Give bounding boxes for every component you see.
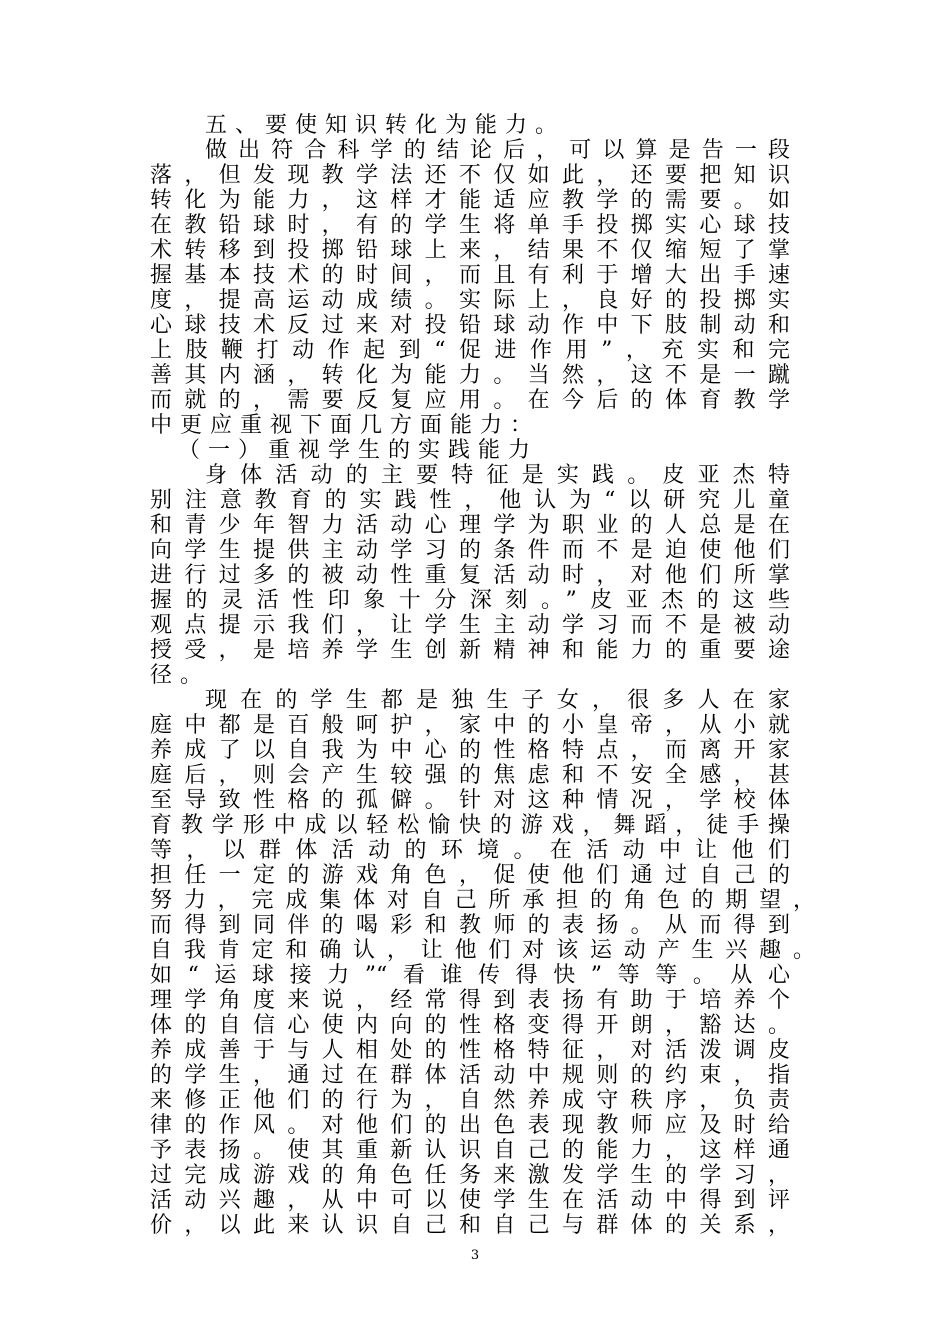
text-line: 来修正他们的行为，自然养成守秩序，负责 (150, 1088, 790, 1113)
text-line: 理学角度来说，经常得到表扬有助于培养个 (150, 988, 790, 1013)
text-line: 养成善于与人相处的性格特征，对活泼调皮 (150, 1038, 790, 1063)
text-line: 体的自信心使内向的性格变得开朗，豁达。 (150, 1013, 790, 1038)
text-line: 握基本技术的时间，而且有利于增大出手速 (150, 263, 790, 288)
text-line: 过完成游戏的角色任务来激发学生的学习， (150, 1163, 790, 1188)
text-line: 而得到同伴的喝彩和教师的表扬。从而得到 (150, 913, 790, 938)
text-line: 努力，完成集体对自己所承担的角色的期望， (150, 888, 815, 913)
text-line: 在教铅球时，有的学生将单手投掷实心球技 (150, 213, 790, 238)
text-line: 做出符合科学的结论后，可以算是告一段 (205, 138, 790, 163)
text-line: 别注意教育的实践性，他认为“以研究儿童 (150, 488, 790, 513)
subsection-heading: （一）重视学生的实践能力 (178, 438, 539, 463)
text-line: 善其内涵，转化为能力。当然，这不是一蹴 (150, 363, 790, 388)
page-number: 3 (470, 1248, 480, 1263)
section-heading: 五、要使知识转化为能力。 (205, 113, 566, 138)
text-line: 心球技术反过来对投铅球动作中下肢制动和 (150, 313, 790, 338)
text-line: 身体活动的主要特征是实践。皮亚杰特 (205, 463, 790, 488)
text-line: 至导致性格的孤僻。针对这种情况，学校体 (150, 788, 790, 813)
text-line: 落，但发现教学法还不仅如此，还要把知识 (150, 163, 790, 188)
text-line: 现在的学生都是独生子女，很多人在家 (205, 688, 790, 713)
text-line: 度，提高运动成绩。实际上，良好的投掷实 (150, 288, 790, 313)
text-line: 握的灵活性印象十分深刻。”皮亚杰的这些 (150, 588, 790, 613)
text-line: 活动兴趣，从中可以使学生在活动中得到评 (150, 1188, 790, 1213)
text-line: 自我肯定和确认，让他们对该运动产生兴趣。 (150, 938, 815, 963)
text-line: 律的作风。对他们的出色表现教师应及时给 (150, 1113, 790, 1138)
text-line: 养成了以自我为中心的性格特点，而离开家 (150, 738, 790, 763)
text-line: 术转移到投掷铅球上来，结果不仅缩短了掌 (150, 238, 790, 263)
text-line: 径。 (150, 663, 211, 688)
text-line: 而就的，需要反复应用。在今后的体育教学 (150, 388, 790, 413)
text-line: 予表扬。使其重新认识自己的能力，这样通 (150, 1138, 790, 1163)
text-line: 担任一定的游戏角色，促使他们通过自己的 (150, 863, 790, 888)
text-line: 等，以群体活动的环境。在活动中让他们 (150, 838, 790, 863)
text-line: 进行过多的被动性重复活动时，对他们所掌 (150, 563, 790, 588)
text-line: 转化为能力，这样才能适应教学的需要。如 (150, 188, 790, 213)
text-line: 的学生，通过在群体活动中规则的约束，指 (150, 1063, 790, 1088)
text-line: 上肢鞭打动作起到“促进作用”，充实和完 (150, 338, 790, 363)
text-line: 和青少年智力活动心理学为职业的人总是在 (150, 513, 790, 538)
text-line: 向学生提供主动学习的条件而不是迫使他们 (150, 538, 790, 563)
text-line: 如“运球接力”“看谁传得快”等等。从心 (150, 963, 790, 988)
text-line: 庭中都是百般呵护，家中的小皇帝，从小就 (150, 713, 790, 738)
text-line: 庭后，则会产生较强的焦虑和不安全感，甚 (150, 763, 790, 788)
text-line: 育教学形中成以轻松愉快的游戏，舞蹈，徒手操 (150, 813, 790, 838)
text-line: 中更应重视下面几方面能力： (150, 413, 541, 438)
text-line: 价，以此来认识自己和自己与群体的关系， (150, 1213, 790, 1238)
text-line: 授受，是培养学生创新精神和能力的重要途 (150, 638, 790, 663)
text-line: 观点提示我们，让学生主动学习而不是被动 (150, 613, 790, 638)
